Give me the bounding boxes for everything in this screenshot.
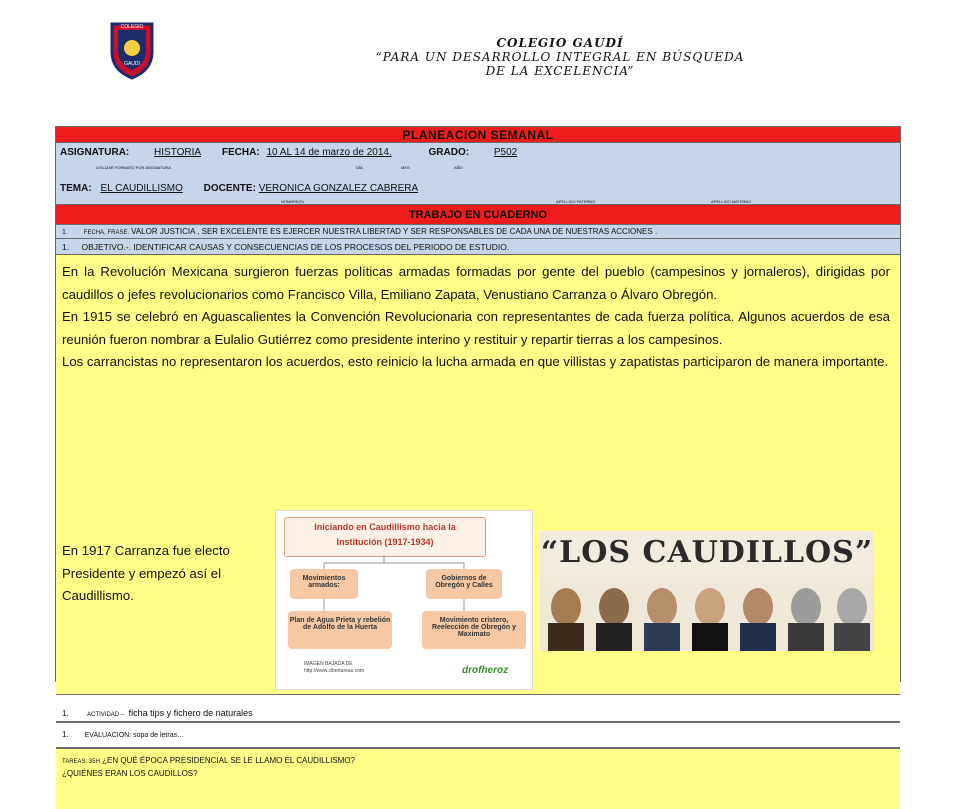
diagram-box-gobiernos: Gobiernos de Obregón y Calles <box>426 569 502 599</box>
apellido-paterno-label: APELLIDO PATERNO <box>556 199 596 204</box>
fecha-label: FECHA: <box>221 147 260 158</box>
diagram-source-line-2: http://www.cibertareas.com <box>304 668 365 674</box>
tema-value: EL CAUDILLISMO <box>100 183 183 194</box>
diagram-source-line-1: IMAGEN BAJADA DE <box>304 661 353 667</box>
trabajo-title: TRABAJO EN CUADERNO <box>56 205 900 225</box>
tareas-block <box>62 755 355 779</box>
logo-text-bottom: GAUDI <box>124 61 140 67</box>
actividad-number: 1. <box>62 709 69 718</box>
mes-label: MES <box>401 165 410 170</box>
los-caudillos-title: “LOS CAUDILLOS” <box>540 535 874 570</box>
docente-value: VERONICA GONZALEZ CABRERA <box>258 183 419 194</box>
caudillos-portraits <box>540 577 874 651</box>
actividad-row <box>56 694 900 722</box>
diagram-title-line-1: Iniciando en Caudillismo hacia la <box>314 522 456 532</box>
asignatura-label: ASIGNATURA: <box>60 147 130 158</box>
format-note: UTILIZAR FORMATO POR ASIGNATURA <box>96 165 171 170</box>
actividad-text: ficha tips y fichero de naturales <box>128 708 253 718</box>
frase-number: 1. <box>62 229 68 236</box>
diagram-title-line-2: Institución (1917-1934) <box>336 537 434 547</box>
school-logo <box>108 18 156 80</box>
school-name: COLEGIO GAUDÍ <box>496 36 624 50</box>
nombre-label: NOMBRE(S) <box>281 199 304 204</box>
apellido-materno-label: APELLIDO MATERNO <box>711 199 752 204</box>
tareas-question-1: ¿EN QUÉ ÉPOCA PRESIDENCIAL SE LE LLAMO EL CAUDILLISMO? <box>102 756 355 765</box>
motto-line-1: “PARA UN DESARROLLO INTEGRAL EN BÚSQUEDA <box>375 50 745 64</box>
diagram-source <box>304 661 364 675</box>
diagram-box-cristero: Movimiento cristero, Reelección de Obregón y Maximato <box>422 611 526 649</box>
logo-text-top: COLEGIO <box>120 24 144 30</box>
dia-label: DÍA <box>356 165 363 170</box>
evaluacion-text: EVALUACION: sopa de letras… <box>84 732 185 739</box>
subject-line <box>60 147 543 158</box>
evaluacion-row <box>56 722 900 748</box>
evaluacion-number: 1. <box>62 730 69 739</box>
frase-label: FECHA, FRASE. <box>83 230 130 236</box>
frase-row <box>56 225 900 239</box>
tema-label: TEMA: <box>60 183 92 194</box>
anio-label: AÑO <box>454 165 463 170</box>
weekly-plan-table <box>55 126 901 778</box>
objetivo-number: 1. <box>62 242 70 252</box>
diagram-box-agua-prieta: Plan de Agua Prieta y rebelión de Adolfo de la Huerta <box>288 611 392 649</box>
tareas-label: TAREAS: 35H <box>62 759 100 765</box>
paragraph-1: En la Revolución Mexicana surgieron fuerzas políticas armadas formadas por gente del pueblo (campesinos y jornaleros), dirigidas por caudillos o jefes revolucionarios como Francisco Villa, Emiliano Zapata, Venustiano Carranza o Álvaro Obregón. <box>62 264 890 302</box>
tareas-question-2: ¿QUIÉNES ERAN LOS CAUDILLOS? <box>62 769 198 778</box>
objetivo-row <box>56 239 900 255</box>
objetivo-text: OBJETIVO.-. IDENTIFICAR CAUSAS Y CONSECUENCIAS DE LOS PROCESOS DEL PERIODO DE ESTUDIO. <box>81 242 510 252</box>
los-caudillos-image <box>540 531 874 651</box>
fecha-value: 10 AL 14 de marzo de 2014. <box>266 147 392 158</box>
frase-text: VALOR JUSTICIA , SER EXCELENTE ES EJERCER NUESTRA LIBERTAD Y SER RESPONSABLES DE CADA UNA DE NUESTRAS ACCIONES . <box>131 227 658 236</box>
diagram-brand: drofheroz <box>462 665 509 676</box>
tareas-row <box>56 748 900 809</box>
grado-label: GRADO: <box>428 147 470 158</box>
grado-value: P502 <box>493 147 518 158</box>
evaluacion-line <box>62 730 184 739</box>
paragraph-4: En 1917 Carranza fue electo Presidente y empezó así el Caudillismo. <box>62 543 230 603</box>
paragraph-3: Los carrancistas no representaron los acuerdos, esto reinicio la lucha armada en que villistas y zapatistas participaron de manera importante. <box>62 354 889 369</box>
asignatura-value: HISTORIA <box>154 147 202 158</box>
diagram-box-movimientos: Movimientos armados: <box>290 569 358 599</box>
tema-line <box>60 183 418 194</box>
school-header <box>330 36 790 78</box>
content-area <box>56 255 900 778</box>
plan-title: PLANEACION SEMANAL <box>56 127 900 143</box>
actividad-line <box>62 703 253 721</box>
paragraph-2: En 1915 se celebró en Aguascalientes la Convención Revolucionaria con representantes de cada fuerza política. Algunos acuerdos de esa reunión fueron nombrar a Eulalio Gutiérrez como presidente interino y restituir y repartir tierras a los campesinos. <box>62 309 890 347</box>
plan-info-row <box>56 143 900 205</box>
motto-line-2: DE LA EXCELENCIA” <box>485 64 635 78</box>
caudillismo-diagram-image <box>275 510 533 690</box>
reading-text <box>62 261 890 374</box>
docente-label: DOCENTE: <box>203 183 256 194</box>
actividad-label: ACTIVIDAD – <box>87 712 125 718</box>
